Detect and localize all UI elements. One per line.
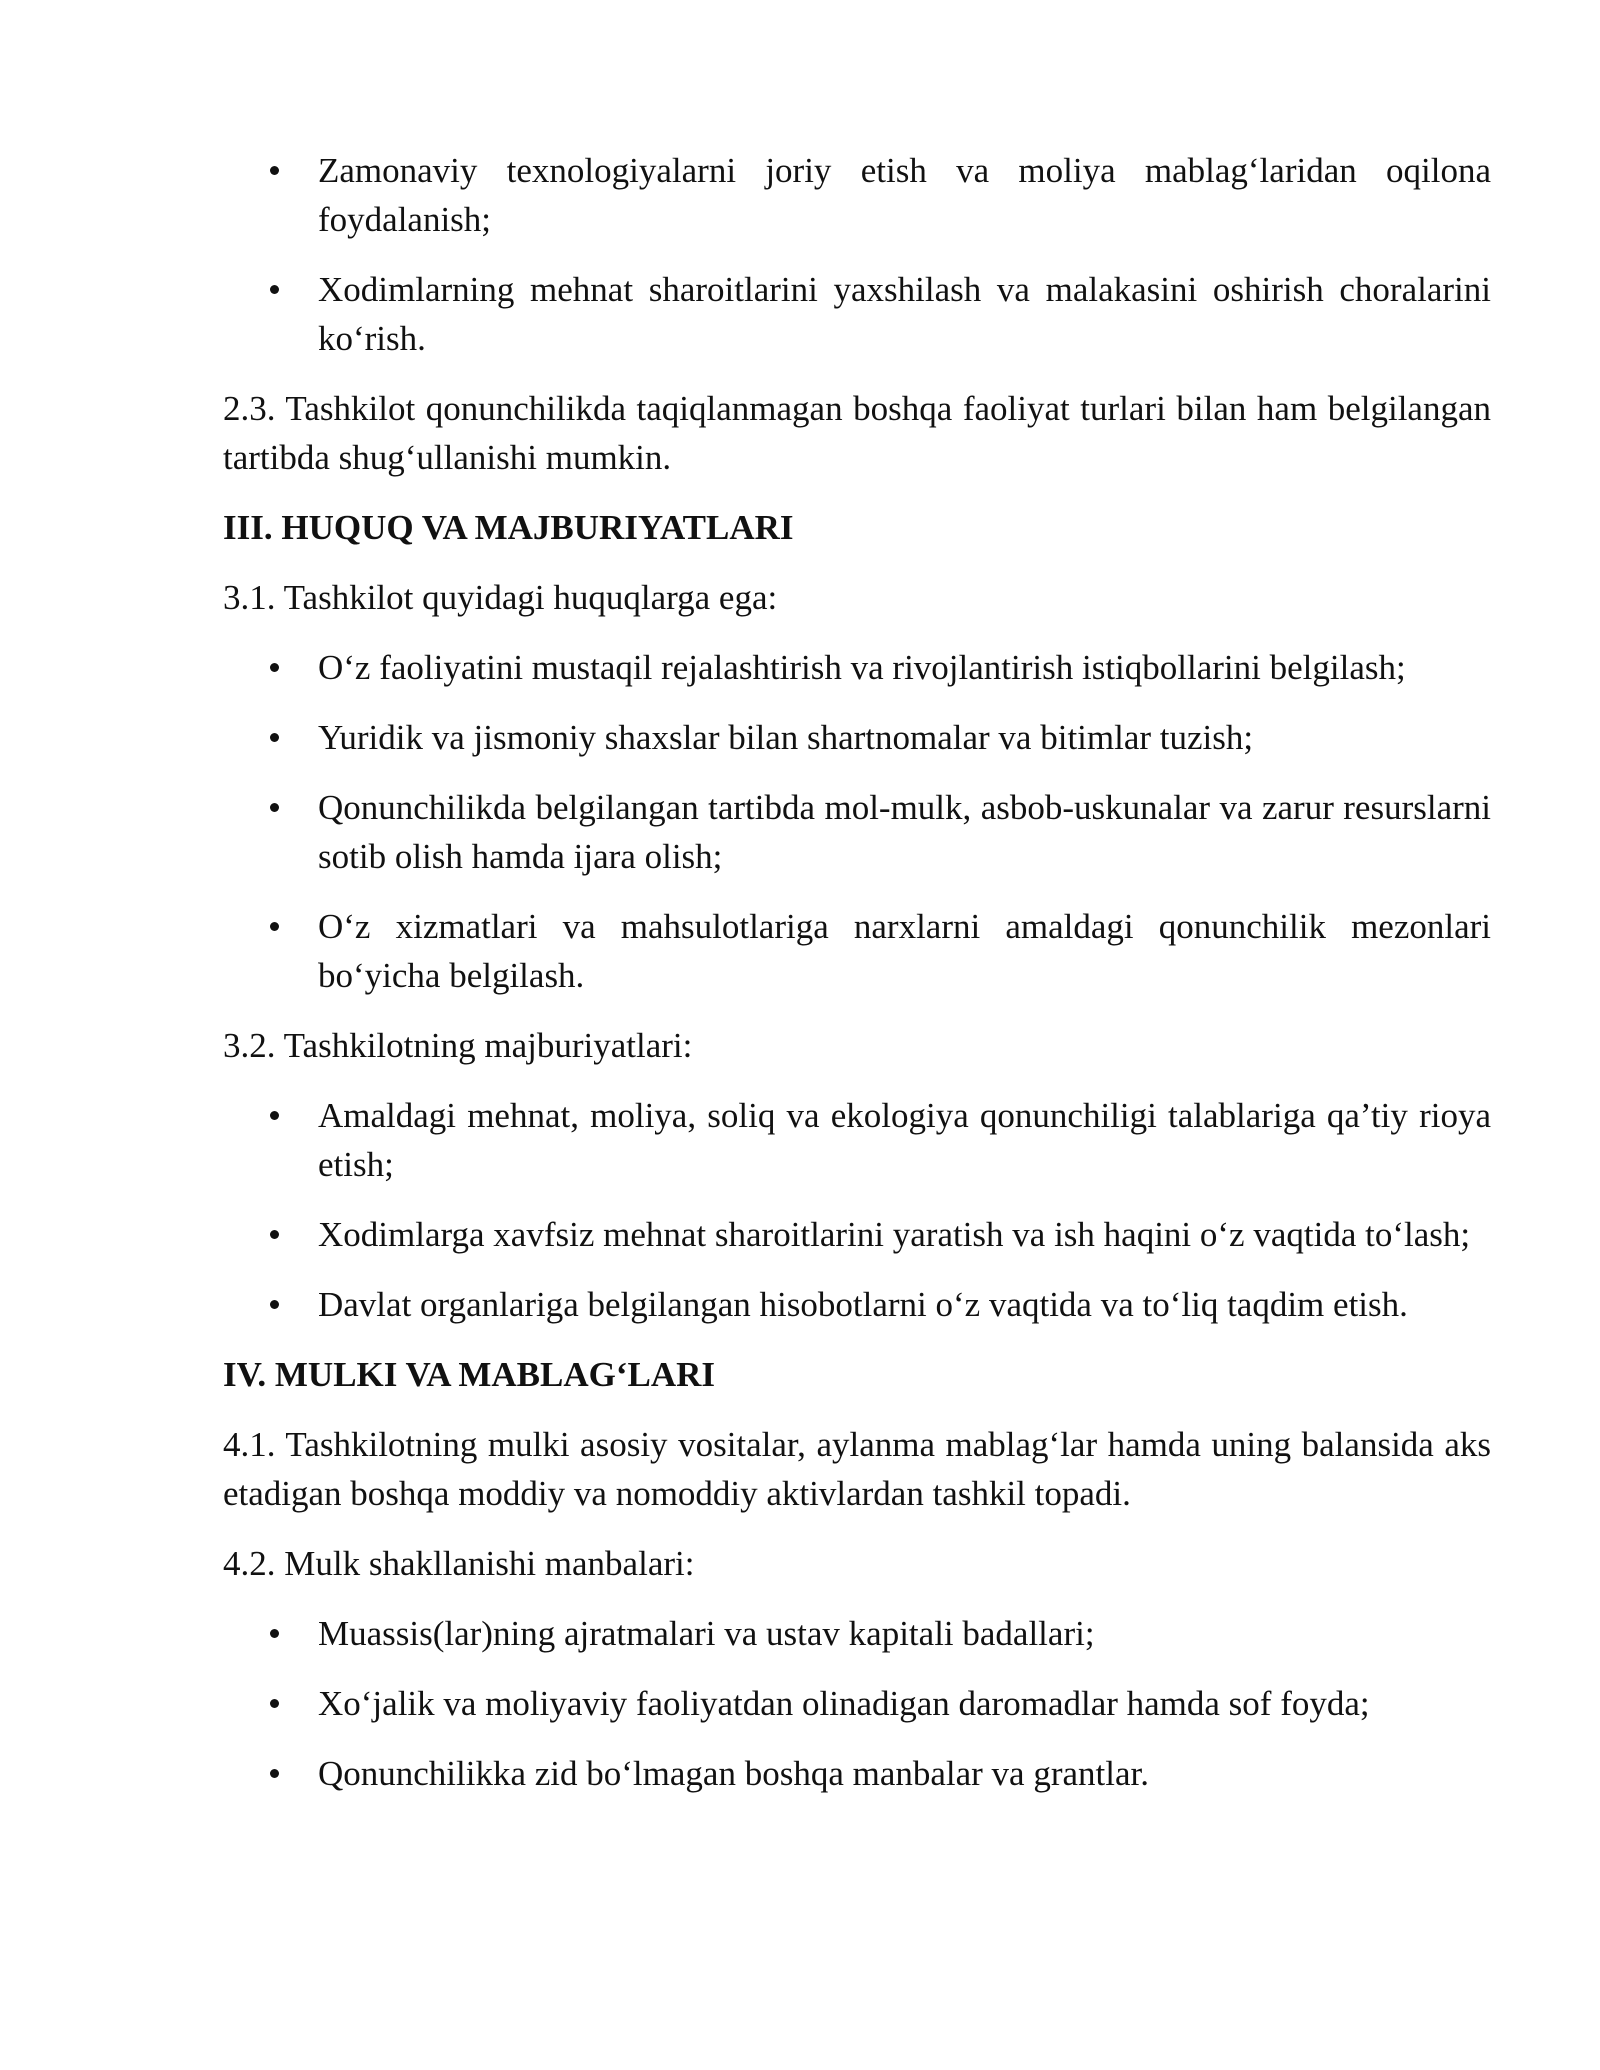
list-item (223, 783, 1491, 881)
list-item (223, 1749, 1491, 1798)
list-item-text: O‘z faoliyatini mustaqil rejalashtirish va rivojlantirish istiqbollarini belgilash; (318, 648, 1406, 687)
bullet-icon (270, 1769, 279, 1778)
list-item-text: Yuridik va jismoniy shaxslar bilan shartnomalar va bitimlar tuzish; (318, 718, 1254, 757)
clause-3-2: 3.2. Tashkilotning majburiyatlari: (223, 1026, 693, 1065)
list-item-text: Davlat organlariga belgilangan hisobotlarni o‘z vaqtida va to‘liq taqdim etish. (318, 1285, 1408, 1324)
bullet-list-goals (223, 146, 1491, 363)
list-item-text: Xodimlarning mehnat sharoitlarini yaxshilash va malakasini oshirish choralarini ko‘rish. (318, 270, 1491, 358)
list-item-text: O‘z xizmatlari va mahsulotlariga narxlarni amaldagi qonunchilik mezonlari bo‘yicha belgilash. (318, 907, 1491, 995)
list-item-text: Amaldagi mehnat, moliya, soliq va ekologiya qonunchiligi talablariga qa’tiy rioya etish; (318, 1096, 1491, 1184)
clause-3-1: 3.1. Tashkilot quyidagi huquqlarga ega: (223, 578, 778, 617)
bullet-list-obligations (223, 1091, 1491, 1329)
list-item (223, 643, 1491, 692)
list-item-text: Xo‘jalik va moliyaviy faoliyatdan olinadigan daromadlar hamda sof foyda; (318, 1684, 1370, 1723)
bullet-icon (270, 1111, 279, 1120)
bullet-icon (270, 1629, 279, 1638)
list-item (223, 1210, 1491, 1259)
bullet-icon (270, 922, 279, 931)
section-heading-iii: III. HUQUQ VA MAJBURIYATLARI (223, 508, 794, 547)
list-item-text: Xodimlarga xavfsiz mehnat sharoitlarini yaratish va ish haqini o‘z vaqtida to‘lash; (318, 1215, 1471, 1254)
bullet-icon (270, 166, 279, 175)
clause-2-3: 2.3. Tashkilot qonunchilikda taqiqlanmagan boshqa faoliyat turlari bilan ham belgilangan tartibda shug‘ullanishi mumkin. (223, 389, 1491, 477)
section-heading-iv: IV. MULKI VA MABLAG‘LARI (223, 1355, 716, 1394)
list-item (223, 1280, 1491, 1329)
bullet-icon (270, 1300, 279, 1309)
list-item (223, 1679, 1491, 1728)
bullet-list-sources (223, 1609, 1491, 1798)
bullet-icon (270, 663, 279, 672)
bullet-icon (270, 1699, 279, 1708)
list-item (223, 902, 1491, 1000)
list-item (223, 1609, 1491, 1658)
list-item (223, 713, 1491, 762)
clause-4-1: 4.1. Tashkilotning mulki asosiy vositalar, aylanma mablag‘lar hamda uning balansida aks etadigan boshqa moddiy va nomoddiy aktivlardan tashkil topadi. (223, 1425, 1491, 1513)
clause-4-2: 4.2. Mulk shakllanishi manbalari: (223, 1544, 695, 1583)
document-body (223, 146, 1491, 1819)
list-item (223, 146, 1491, 244)
bullet-list-rights (223, 643, 1491, 1000)
bullet-icon (270, 803, 279, 812)
bullet-icon (270, 285, 279, 294)
list-item (223, 265, 1491, 363)
list-item-text: Qonunchilikka zid bo‘lmagan boshqa manbalar va grantlar. (318, 1754, 1149, 1793)
list-item-text: Muassis(lar)ning ajratmalari va ustav kapitali badallari; (318, 1614, 1095, 1653)
bullet-icon (270, 733, 279, 742)
list-item-text: Zamonaviy texnologiyalarni joriy etish va moliya mablag‘laridan oqilona foydalanish; (318, 151, 1491, 239)
list-item (223, 1091, 1491, 1189)
bullet-icon (270, 1230, 279, 1239)
list-item-text: Qonunchilikda belgilangan tartibda mol-mulk, asbob-uskunalar va zarur resurslarni sotib olish hamda ijara olish; (318, 788, 1491, 876)
